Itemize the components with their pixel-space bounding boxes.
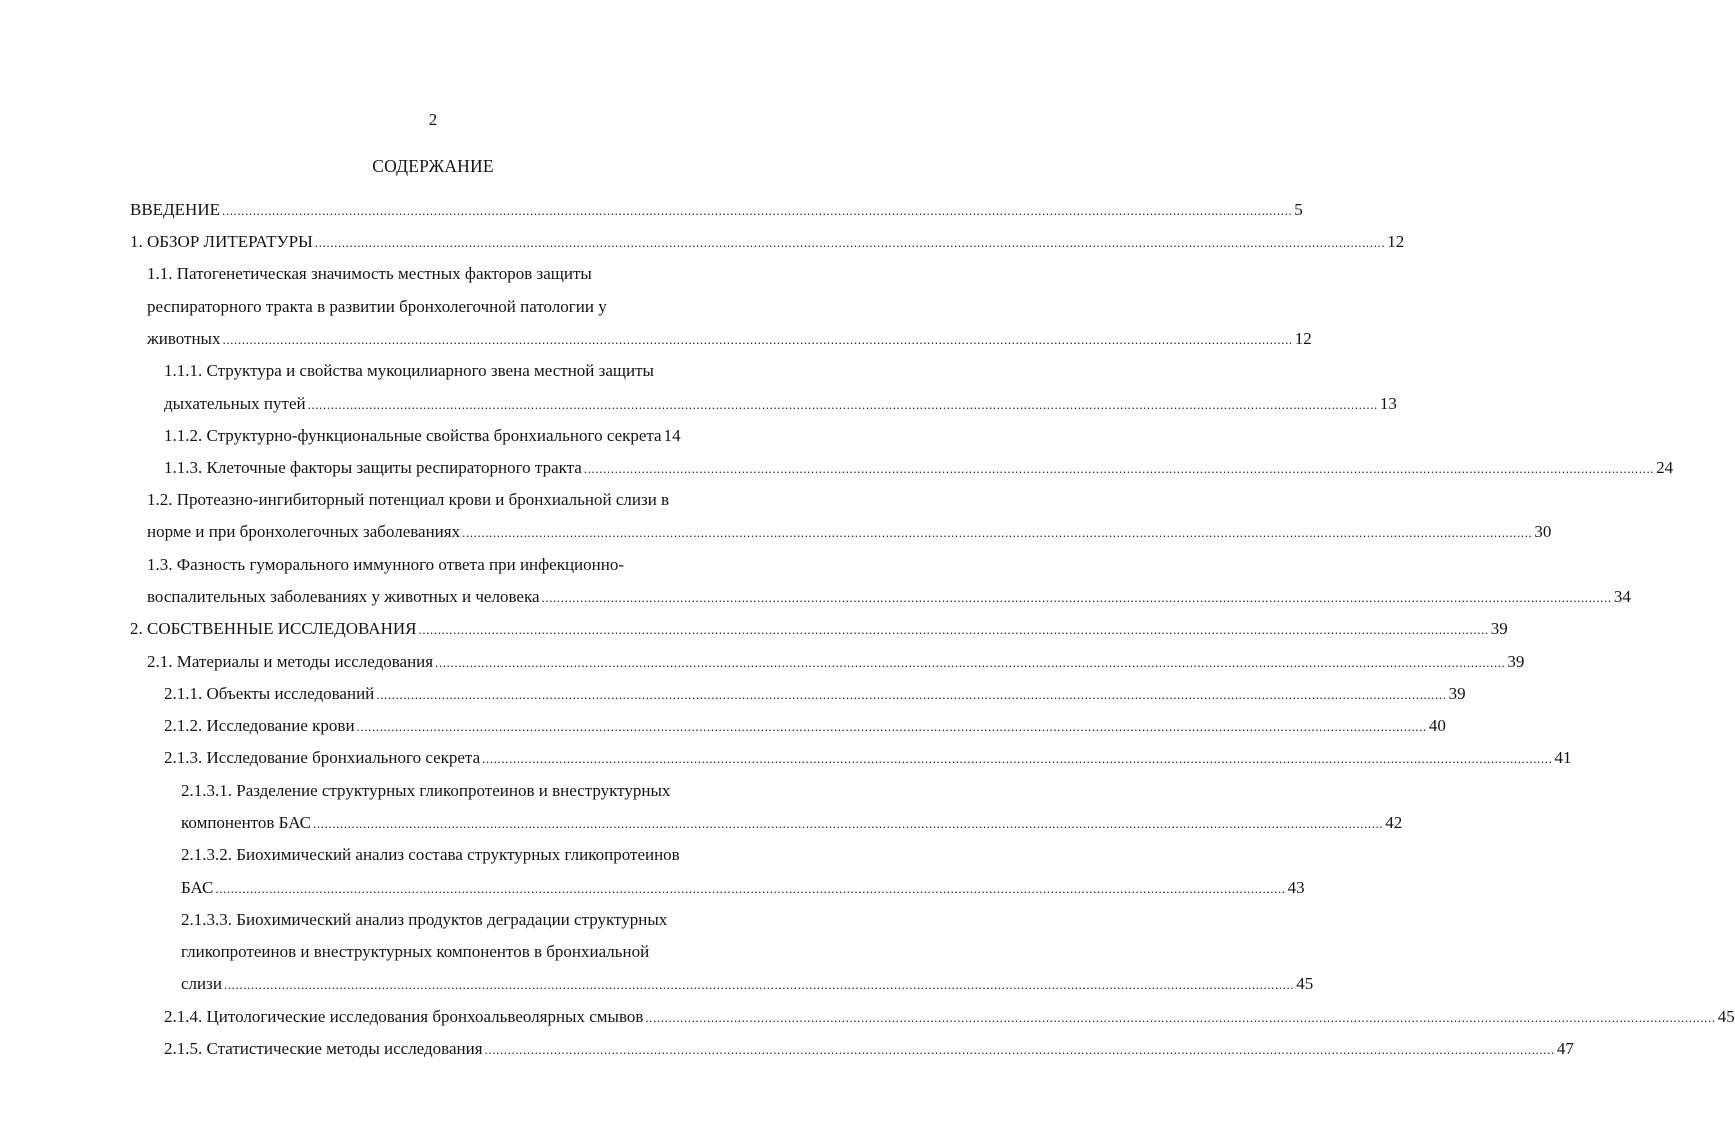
toc-entry-text: 1.1.3. Клеточные факторы защиты респираторного тракта [164, 458, 582, 477]
toc-entry-page: 39 [1507, 652, 1525, 671]
toc-entry-text: БАС [181, 878, 214, 897]
toc-entry-2-1-4[interactable] [164, 1004, 1735, 1030]
toc-entry-page: 34 [1613, 587, 1631, 606]
toc-entry-page: 45 [1296, 974, 1314, 993]
toc-entry-page: 47 [1556, 1039, 1574, 1058]
toc-entry-page: 13 [1379, 394, 1397, 413]
toc-entry-page: 14 [663, 426, 681, 445]
toc-entry-page: 41 [1554, 748, 1572, 767]
toc-leader-dots: ...................................................................................................................................................................................................................................................................................... [418, 622, 1489, 637]
toc-leader-dots: ...................................................................................................................................................................................................................................................................................... [312, 816, 1384, 831]
toc-entry-page: 12 [1387, 232, 1405, 251]
toc-leader-dots: ...................................................................................................................................................................................................................................................................................... [307, 397, 1378, 412]
toc-entry-text: 2.1. Материалы и методы исследования [147, 652, 434, 671]
toc-entry-1-1[interactable] [147, 326, 1312, 352]
toc-entry-page: 30 [1534, 522, 1552, 541]
toc-entry-text: ВВЕДЕНИЕ [130, 200, 220, 219]
toc-entry-1-1-line1[interactable]: 1.1. Патогенетическая значимость местных факторов защиты [147, 264, 592, 283]
toc-leader-dots: ...................................................................................................................................................................................................................................................................................... [222, 332, 1293, 347]
toc-leader-dots: ...................................................................................................................................................................................................................................................................................... [462, 525, 1533, 540]
toc-leader-dots: ...................................................................................................................................................................................................................................................................................... [583, 461, 1655, 476]
toc-entry-1-1-3[interactable] [164, 455, 1674, 481]
toc-entry-2-1-3-3-line2[interactable]: гликопротеинов и внеструктурных компонентов в бронхиальной [181, 942, 650, 961]
toc-entry-text: 1.1.2. Структурно-функциональные свойства бронхиального секрета [164, 426, 662, 445]
toc-entry-text: животных [147, 329, 221, 348]
toc-entry-1-1-1-line1[interactable]: 1.1.1. Структура и свойства мукоцилиарного звена местной защиты [164, 361, 654, 380]
toc-entry-2-1-3-1[interactable] [181, 810, 1403, 836]
toc-leader-dots: ...................................................................................................................................................................................................................................................................................... [645, 1010, 1716, 1025]
toc-entry-2-1-3-2[interactable] [181, 875, 1305, 901]
toc-leader-dots: ...................................................................................................................................................................................................................................................................................... [376, 687, 1447, 702]
toc-entry-1-2-line1[interactable]: 1.2. Протеазно-ингибиторный потенциал крови и бронхиальной слизи в [147, 490, 670, 509]
toc-entry-1-1-2[interactable] [164, 423, 737, 449]
toc-entry-page: 43 [1287, 878, 1305, 897]
toc-entry-2-1[interactable] [147, 649, 1525, 675]
toc-entry-text: дыхательных путей [164, 394, 306, 413]
toc-leader-dots: ...................................................................................................................................................................................................................................................................................... [484, 1042, 1555, 1057]
toc-entry-2-1-3-1-line1[interactable]: 2.1.3.1. Разделение структурных гликопротеинов и внеструктурных [181, 781, 671, 800]
toc-entry-own-research[interactable] [130, 616, 1508, 642]
toc-entry-text: 2.1.1. Объекты исследований [164, 684, 375, 703]
toc-entry-page: 24 [1656, 458, 1674, 477]
toc-entry-text: 2.1.5. Статистические методы исследования [164, 1039, 483, 1058]
toc-leader-dots: ...................................................................................................................................................................................................................................................................................... [435, 655, 1506, 670]
toc-leader-dots: ...................................................................................................................................................................................................................................................................................... [541, 590, 1612, 605]
toc-leader-dots: ...................................................................................................................................................................................................................................................................................... [482, 751, 1553, 766]
toc-entry-2-1-3[interactable] [164, 745, 1572, 771]
toc-leader-dots: ...................................................................................................................................................................................................................................................................................... [215, 881, 1286, 896]
toc-entry-page: 39 [1448, 684, 1466, 703]
toc-entry-2-1-3-3[interactable] [181, 971, 1314, 997]
page-number: 2 [428, 110, 438, 129]
toc-entry-text: 2.1.2. Исследование крови [164, 716, 355, 735]
toc-entry-2-1-2[interactable] [164, 713, 1446, 739]
toc-entry-text: норме и при бронхолегочных заболеваниях [147, 522, 461, 541]
toc-title: СОДЕРЖАНИЕ [372, 156, 494, 176]
toc-entry-text: 2. СОБСТВЕННЫЕ ИССЛЕДОВАНИЯ [130, 619, 417, 638]
toc-entry-2-1-1[interactable] [164, 681, 1466, 707]
toc-entry-2-1-5[interactable] [164, 1036, 1574, 1062]
toc-entry-2-1-3-2-line1[interactable]: 2.1.3.2. Биохимический анализ состава структурных гликопротеинов [181, 845, 680, 864]
toc-entry-page: 45 [1717, 1007, 1735, 1026]
toc-entry-page: 39 [1490, 619, 1508, 638]
toc-entry-page: 5 [1294, 200, 1303, 219]
toc-leader-dots: ...................................................................................................................................................................................................................................................................................... [221, 203, 1293, 218]
toc-entry-1-3-line1[interactable]: 1.3. Фазность гуморального иммунного ответа при инфекционно- [147, 555, 625, 574]
toc-entry-1-1-line2[interactable]: респираторного тракта в развитии бронхолегочной патологии у [147, 297, 607, 316]
toc-entry-page: 40 [1428, 716, 1446, 735]
toc-leader-dots: ...................................................................................................................................................................................................................................................................................... [223, 977, 1295, 992]
toc-entry-text: слизи [181, 974, 222, 993]
toc-leader-dots: ...................................................................................................................................................................................................................................................................................... [356, 719, 1427, 734]
toc-entry-text: компонентов БАС [181, 813, 311, 832]
toc-entry-2-1-3-3-line1[interactable]: 2.1.3.3. Биохимический анализ продуктов деградации структурных [181, 910, 668, 929]
toc-entry-1-3[interactable] [147, 584, 1631, 610]
toc-entry-text: 2.1.3. Исследование бронхиального секрета [164, 748, 481, 767]
toc-entry-1-2[interactable] [147, 519, 1552, 545]
toc-entry-text: воспалительных заболеваниях у животных и человека [147, 587, 540, 606]
toc-entry-literature-review[interactable] [130, 229, 1405, 255]
toc-entry-text: 2.1.4. Цитологические исследования бронхоальвеолярных смывов [164, 1007, 644, 1026]
toc-entry-text: 1. ОБЗОР ЛИТЕРАТУРЫ [130, 232, 313, 251]
toc-leader-dots: ...................................................................................................................................................................................................................................................................................... [314, 235, 1386, 250]
toc-entry-page: 42 [1385, 813, 1403, 832]
toc-entry-page: 12 [1294, 329, 1312, 348]
toc-entry-introduction[interactable] [130, 197, 1303, 223]
toc-entry-1-1-1[interactable] [164, 391, 1397, 417]
